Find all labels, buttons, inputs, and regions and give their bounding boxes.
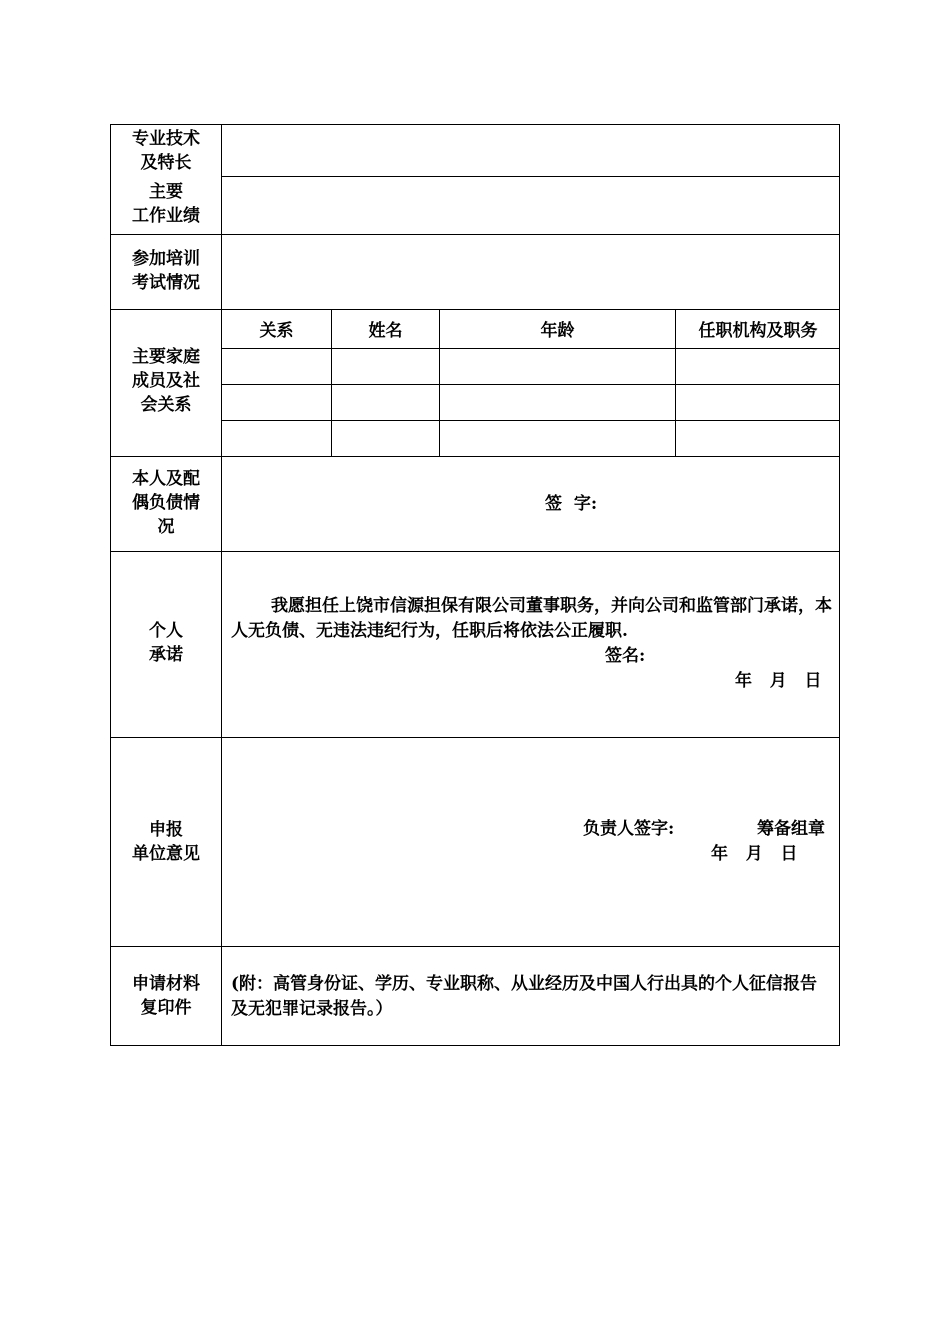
family-row (222, 385, 840, 420)
application-form (110, 124, 840, 1046)
family-header-position: 任职机构及职务 (698, 321, 818, 341)
family-header-relation: 关系 (259, 321, 294, 341)
family-cell[interactable] (332, 349, 439, 384)
row-divider-5 (111, 551, 840, 552)
materials-text: (附：高管身份证、学历、专业职称、从业经历及中国人行出具的个人征信报告及无犯罪记录报告。） (231, 974, 818, 1019)
debt-signature-label: 签 字: (545, 494, 598, 514)
family-cell[interactable] (440, 349, 675, 384)
achievements-field[interactable] (222, 177, 840, 234)
family-cell[interactable] (676, 421, 840, 456)
family-cell[interactable] (332, 385, 439, 420)
training-label: 参加培训 考试情况 (132, 249, 200, 293)
family-header-name: 姓名 (368, 321, 403, 341)
family-header-age: 年龄 (540, 321, 575, 341)
training-field[interactable] (222, 235, 840, 309)
family-cell[interactable] (440, 385, 675, 420)
family-row (222, 421, 840, 456)
row-divider-3 (111, 309, 840, 310)
achievements-label: 主要 工作业绩 (132, 182, 200, 226)
debt-label: 本人及配 偶负债情 况 (132, 469, 200, 537)
opinion-signature-label: 负责人签字: (583, 819, 675, 839)
row-divider-7 (111, 946, 840, 947)
row-divider-6 (111, 737, 840, 738)
opinion-seal-label: 筹备组章 (757, 819, 825, 839)
commitment-date-label: 年 月 日 (735, 671, 822, 691)
family-label: 主要家庭 成员及社 会关系 (132, 347, 200, 415)
commitment-text: 我愿担任上饶市信源担保有限公司董事职务，并向公司和监管部门承诺，本人无负债、无违法违纪行为，任职后将依法公正履职. (231, 596, 832, 641)
specialty-field[interactable] (222, 125, 840, 176)
family-cell[interactable] (676, 385, 840, 420)
family-cell[interactable] (222, 421, 331, 456)
row-divider-4 (111, 456, 840, 457)
specialty-label: 专业技术 及特长 (132, 129, 200, 173)
family-row (222, 349, 840, 384)
family-cell[interactable] (440, 421, 675, 456)
family-cell[interactable] (222, 349, 331, 384)
family-cell[interactable] (332, 421, 439, 456)
commitment-label: 个人 承诺 (149, 621, 183, 665)
family-cell[interactable] (222, 385, 331, 420)
opinion-date-label: 年 月 日 (711, 844, 798, 864)
family-cell[interactable] (676, 349, 840, 384)
unit-opinion-label: 申报 单位意见 (132, 820, 200, 864)
commitment-signature-label: 签名: (605, 646, 646, 666)
materials-label: 申请材料 复印件 (132, 974, 200, 1018)
